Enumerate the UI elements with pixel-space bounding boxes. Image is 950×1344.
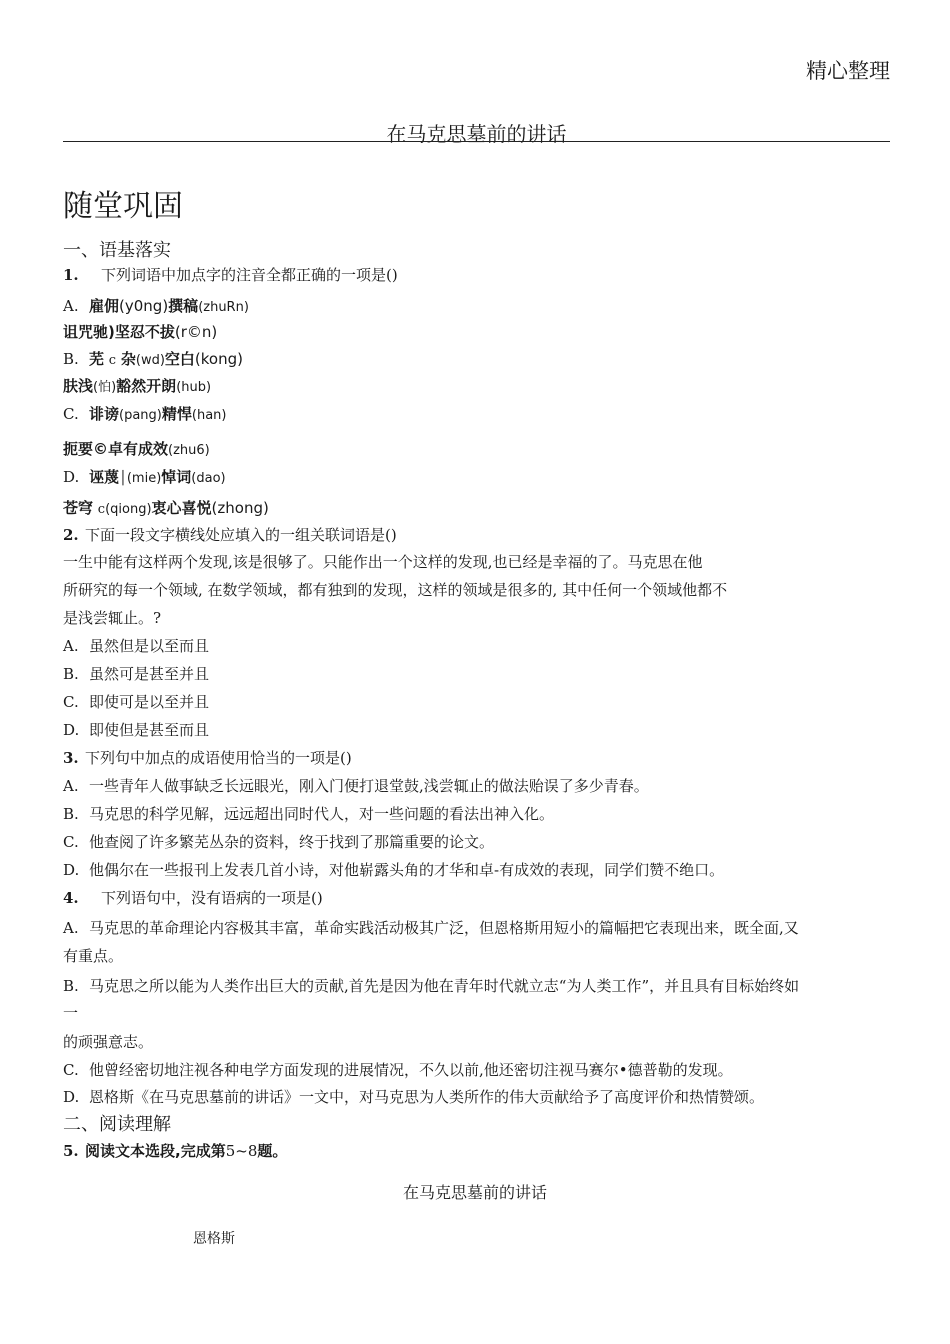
q1-a-pinyin2: (zhuRn) — [198, 300, 249, 315]
q2-option-c — [63, 691, 209, 712]
q3-option-b-text: 马克思的科学见解，远远超出同时代人，对一些问题的看法出神入化。 — [89, 805, 555, 823]
q1-option-a-letter: A. — [63, 297, 79, 315]
q5-stem-part2: ,完成第 — [175, 1142, 226, 1160]
q4-option-b-line2: 一 — [63, 1004, 79, 1022]
q3-option-c-text: 他查阅了许多繁芜丛杂的资料，终于找到了那篇重要的论文。 — [89, 833, 495, 851]
q1-a-pinyin1: (y0ng) — [119, 297, 169, 315]
q3-option-a-text: 一些青年人做事缺乏长远眼光，刚入门便打退堂鼓,浅尝辄止的做法贻误了多少青春。 — [89, 777, 649, 795]
q1-d-pinyin4: (zhong) — [211, 499, 269, 517]
q4-option-b-line1 — [63, 975, 799, 996]
part1-heading: 一、语基落实 — [63, 240, 171, 261]
q2-passage-line2: 所研究的每一个领域, 在数学领域，都有独到的发现，这样的领域是很多的, 其中任何一个领域他都不 — [63, 581, 728, 599]
q1-option-a-line1 — [63, 295, 249, 316]
q1-option-c-line1 — [63, 403, 226, 424]
q1-stem: 下列词语中加点字的注音全都正确的一项是() — [101, 266, 398, 284]
q1-d-word2: 悼词 — [161, 468, 192, 486]
q2-option-a — [63, 635, 209, 656]
q4-option-c-letter: C. — [63, 1061, 79, 1079]
q1-option-d-line2 — [63, 497, 269, 518]
q2-option-c-letter: C. — [63, 693, 79, 711]
q2-stem-line — [63, 524, 397, 545]
q3-option-a-letter: A. — [63, 777, 79, 795]
q1-b-word3: 空白 — [164, 350, 195, 368]
q3-stem-line — [63, 747, 352, 768]
q1-c-pinyin2: (han) — [191, 408, 227, 423]
q3-option-d — [63, 859, 724, 880]
part2-heading: 二、阅读理解 — [63, 1114, 171, 1135]
q4-option-d-text: 恩格斯《在马克思墓前的讲话》一文中，对马克思为人类所作的伟大贡献给予了高度评价和热情赞颂。 — [89, 1088, 765, 1106]
q4-option-d-letter: D. — [63, 1088, 80, 1106]
q1-b-pinyin1: (wd) — [135, 353, 165, 368]
q1-d-word4: 衷心喜悦 — [151, 499, 212, 517]
q1-c-pinyin3: (zhu6) — [168, 443, 210, 458]
q4-option-d — [63, 1086, 764, 1107]
q1-d-pinyin2: (dao) — [191, 471, 226, 486]
q1-stem-line — [63, 264, 398, 285]
q2-number: 2. — [63, 526, 79, 544]
q1-b-mark: c — [108, 353, 117, 368]
q2-option-a-letter: A. — [63, 637, 79, 655]
q1-a-word2: 撰稿 — [168, 297, 199, 315]
q5-number: 5. — [63, 1142, 79, 1160]
title-underline — [63, 141, 890, 142]
q4-stem-line — [63, 887, 323, 908]
section-title: 随堂巩固 — [63, 189, 183, 224]
q1-a-pinyin4: (r©n) — [174, 323, 218, 341]
q5-stem-part1: 阅读文本选段 — [85, 1142, 176, 1160]
q2-option-d-letter: D. — [63, 721, 80, 739]
q2-option-b-letter: B. — [63, 665, 79, 683]
q4-option-a-text: 马克思的革命理论内容极其丰富，革命实践活动极其广泛，但恩格斯用短小的篇幅把它表现出来，既全面,又 — [89, 919, 799, 937]
q1-option-d-line1 — [63, 466, 226, 487]
q3-option-b-letter: B. — [63, 805, 79, 823]
document-title: 在马克思墓前的讲话 — [386, 122, 567, 146]
q1-d-word3: 苍穹 — [63, 499, 94, 517]
header-label: 精心整理 — [806, 59, 890, 83]
q3-option-c — [63, 831, 494, 852]
q1-c-pinyin1: (pang) — [119, 408, 162, 423]
q3-option-d-text: 他偶尔在一些报刊上发表几首小诗，对他崭露头角的才华和卓-有成效的表现，同学们赞不绝口。 — [89, 861, 725, 879]
q1-b-word2: 杂 — [120, 350, 136, 368]
q2-option-d-text: 即使但是甚至而且 — [89, 721, 210, 739]
q1-b-word4: 肤浅 — [63, 377, 94, 395]
q1-b-word1: 芜 — [89, 350, 105, 368]
q1-a-word3: 诅咒 — [63, 323, 94, 341]
q1-option-c-line2 — [63, 438, 210, 459]
q4-option-b-text: 马克思之所以能为人类作出巨大的贡献,首先是因为他在青年时代就立志“为人类工作”，并且具有目标始终如 — [89, 977, 800, 995]
q4-option-c — [63, 1059, 733, 1080]
q1-option-b-line2 — [63, 375, 211, 396]
q1-b-pinyin3: (怕) — [93, 380, 117, 395]
q4-option-c-text: 他曾经密切地注视各种电学方面发现的进展情况，不久以前,他还密切注视马赛尔•德普勒的发现。 — [89, 1061, 733, 1079]
q1-a-word4: 驰)坚忍不拔 — [93, 323, 175, 341]
q5-stem-line — [63, 1140, 287, 1161]
q1-a-word1: 雇佣 — [89, 297, 120, 315]
q5-stem-range: 5~8 — [225, 1142, 258, 1160]
q3-option-c-letter: C. — [63, 833, 79, 851]
q4-stem: 下列语句中，没有语病的一项是() — [101, 889, 323, 907]
q2-passage-line1: 一生中能有这样两个发现,该是很够了。只能作出一个这样的发现,也已经是幸福的了。马克思在他 — [63, 553, 703, 571]
q2-option-d — [63, 719, 209, 740]
q1-c-word1: 诽谤 — [89, 405, 120, 423]
q1-d-word1: 诬蔑 — [89, 468, 120, 486]
q3-stem: 下列句中加点的成语使用恰当的一项是() — [85, 749, 352, 767]
q4-option-a-line2: 有重点。 — [63, 947, 124, 965]
q1-option-b-line1 — [63, 348, 243, 369]
q1-option-b-letter: B. — [63, 350, 79, 368]
q2-option-a-text: 虽然但是以至而且 — [89, 637, 210, 655]
q1-c-word2: 精悍 — [161, 405, 192, 423]
q2-option-b — [63, 663, 209, 684]
q1-c-word3: 扼要©卓有成效 — [63, 440, 169, 458]
q3-option-d-letter: D. — [63, 861, 80, 879]
q1-d-mark: c — [97, 502, 106, 517]
passage-author: 恩格斯 — [193, 1231, 235, 1247]
q1-d-pinyin3: (qiong) — [105, 502, 152, 517]
q4-option-a-letter: A. — [63, 919, 79, 937]
q1-option-a-line2 — [63, 321, 217, 342]
q2-option-b-text: 虽然可是甚至并且 — [89, 665, 210, 683]
q1-d-pinyin1: │(mie) — [119, 471, 162, 486]
q4-option-b-letter: B. — [63, 977, 79, 995]
q4-number: 4. — [63, 889, 79, 907]
q5-stem-part3: 题。 — [257, 1142, 288, 1160]
q4-option-a-line1 — [63, 917, 799, 938]
q4-option-b-line3: 的顽强意志。 — [63, 1033, 154, 1051]
q1-option-d-letter: D. — [63, 468, 80, 486]
q1-b-word5: 豁然开朗 — [116, 377, 177, 395]
passage-title: 在马克思墓前的讲话 — [402, 1183, 547, 1202]
q1-b-pinyin2: (kong) — [194, 350, 243, 368]
q3-option-b — [63, 803, 554, 824]
q1-b-pinyin4: (hub) — [176, 380, 212, 395]
q1-option-c-letter: C. — [63, 405, 79, 423]
q2-passage-line3: 是浅尝辄止。? — [63, 609, 162, 627]
q2-option-c-text: 即使可是以至并且 — [89, 693, 210, 711]
q3-number: 3. — [63, 749, 79, 767]
q2-stem: 下面一段文字横线处应填入的一组关联词语是() — [85, 526, 397, 544]
q3-option-a — [63, 775, 649, 796]
q1-number: 1. — [63, 266, 79, 284]
